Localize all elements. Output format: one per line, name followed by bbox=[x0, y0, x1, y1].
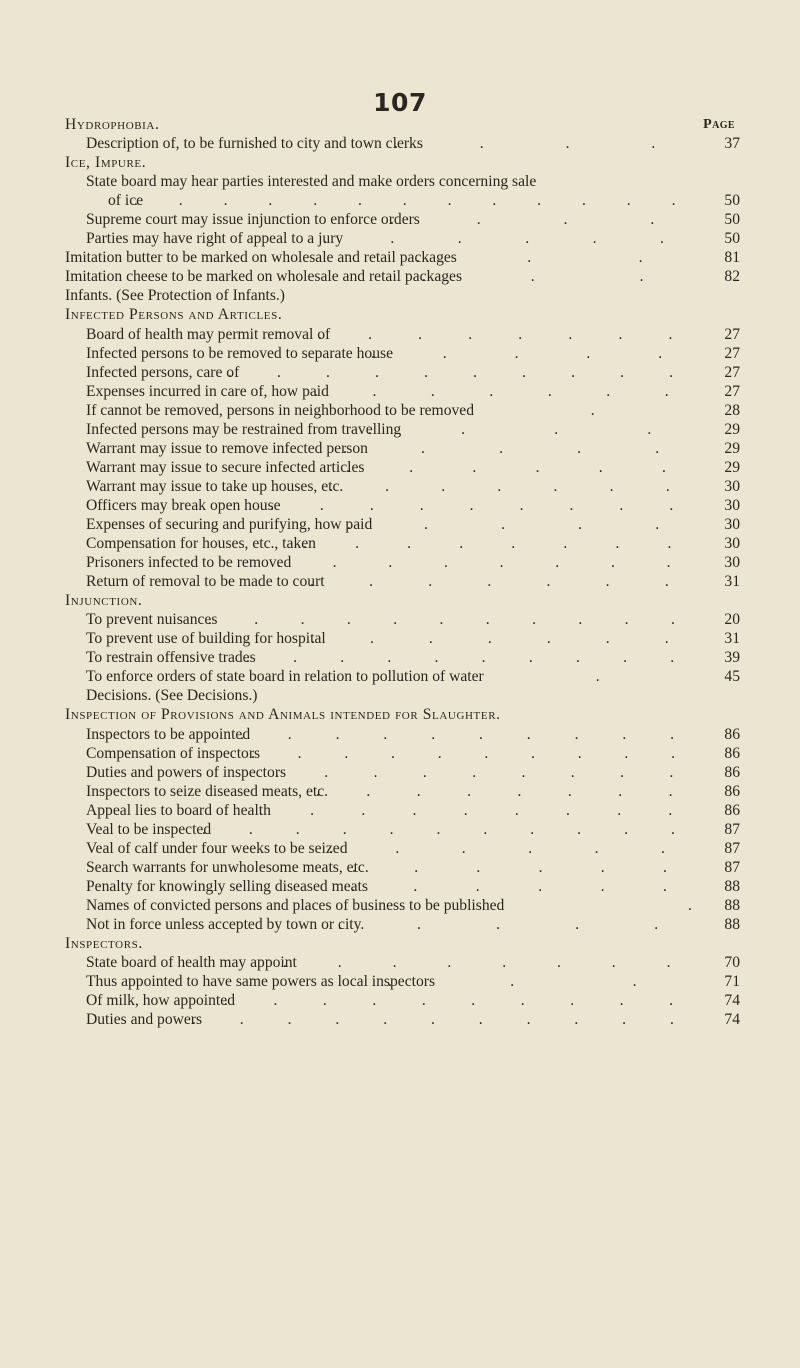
leader-dots: . . . . . . . . . . . . . bbox=[134, 192, 694, 210]
leader-dots: . . . . bbox=[368, 420, 694, 438]
leader-dots: . . . . . . . . bbox=[316, 782, 694, 800]
entry-text: Infected persons, care of bbox=[86, 363, 240, 381]
leader-dots: . . . . . . . . . bbox=[259, 801, 695, 819]
page-ref: 30 bbox=[724, 496, 740, 514]
entry-text: Veal of calf under four weeks to be seized bbox=[86, 839, 348, 857]
page-ref: 29 bbox=[724, 420, 740, 438]
entry-text: State board may hear parties interested and make orders concerning sale bbox=[86, 173, 537, 191]
leader-dots: . . . . . bbox=[338, 915, 694, 933]
entry-text: Warrant may issue to take up houses, etc. bbox=[86, 477, 344, 495]
page-ref: 45 bbox=[724, 668, 740, 686]
entry-text: Appeal lies to board of health bbox=[86, 801, 271, 819]
leader-dots: . . . bbox=[388, 973, 694, 991]
leader-dots: . . bbox=[400, 668, 694, 686]
page-ref: 50 bbox=[724, 230, 740, 248]
index-entry bbox=[0, 953, 800, 972]
entry-text: Compensation for houses, etc., taken bbox=[86, 535, 316, 553]
index-entry bbox=[0, 172, 800, 191]
page-number: 107 bbox=[373, 88, 427, 117]
index-entry bbox=[0, 553, 800, 572]
index-entry bbox=[0, 267, 800, 286]
index-heading bbox=[0, 153, 800, 172]
page-ref: 88 bbox=[724, 896, 740, 914]
entry-text: Names of convicted persons and places of business to be published bbox=[86, 896, 505, 914]
index-entry bbox=[0, 534, 800, 553]
leader-dots: . . . . . . . bbox=[311, 630, 695, 648]
page-ref: 74 bbox=[724, 1011, 740, 1029]
index-entry bbox=[0, 1010, 800, 1029]
index-entry bbox=[0, 972, 800, 991]
index-entry bbox=[0, 401, 800, 420]
index-entry bbox=[0, 915, 800, 934]
entry-text: To restrain offensive trades bbox=[86, 649, 256, 667]
entry-text: Infants. (See Protection of Infants.) bbox=[65, 287, 285, 305]
index-entry bbox=[0, 420, 800, 439]
entry-text: Hydrophobia. bbox=[65, 116, 160, 133]
entry-text: Ice, Impure. bbox=[65, 154, 147, 172]
leader-dots: . . . . . . . . bbox=[303, 535, 694, 553]
page-ref: 74 bbox=[724, 992, 740, 1010]
entry-text: If cannot be removed, persons in neighborhood to be removed bbox=[86, 401, 475, 419]
entry-text: Prisoners infected to be removed bbox=[86, 554, 292, 572]
entry-text: Expenses of securing and purifying, how paid bbox=[86, 515, 373, 533]
page-ref: 87 bbox=[724, 839, 740, 857]
entry-text: Warrant may issue to secure infected articles bbox=[86, 458, 365, 476]
page-ref: 81 bbox=[724, 249, 740, 267]
index-entry bbox=[0, 515, 800, 534]
entry-text: Board of health may permit removal of bbox=[86, 325, 331, 343]
page-ref: 27 bbox=[724, 363, 740, 381]
leader-dots: . . . . . . . . . . . bbox=[202, 820, 695, 838]
index-entry bbox=[0, 991, 800, 1010]
index-heading bbox=[0, 115, 800, 134]
index-entry bbox=[0, 477, 800, 496]
index-entry bbox=[0, 572, 800, 591]
index-entry bbox=[0, 325, 800, 344]
index-list bbox=[0, 115, 800, 1029]
leader-dots: . . . . . bbox=[347, 515, 694, 533]
leader-dots: . bbox=[688, 896, 692, 914]
page-ref: 87 bbox=[724, 858, 740, 876]
leader-dots: . . . . . . bbox=[346, 458, 694, 476]
index-entry bbox=[0, 439, 800, 458]
page-ref: 28 bbox=[724, 401, 740, 419]
page-ref: 20 bbox=[724, 611, 740, 629]
leader-dots: . . . . . . bbox=[352, 858, 695, 876]
leader-dots: . . . . . . . bbox=[310, 573, 695, 591]
leader-dots: . . . . . . . . bbox=[277, 554, 695, 572]
page-ref: 31 bbox=[724, 630, 740, 648]
entry-text: Thus appointed to have same powers as local inspectors bbox=[86, 973, 436, 991]
index-heading bbox=[0, 305, 800, 324]
page-ref: 30 bbox=[724, 554, 740, 572]
leader-dots: . . . . . . . . . . . bbox=[208, 611, 695, 629]
page-ref: 82 bbox=[724, 268, 740, 286]
entry-text: Imitation butter to be marked on wholesale and retail packages bbox=[65, 249, 457, 267]
index-entry bbox=[0, 229, 800, 248]
index-heading bbox=[0, 591, 800, 610]
page-ref: 86 bbox=[724, 763, 740, 781]
leader-dots: . . . . . . bbox=[351, 877, 695, 895]
page-ref: 86 bbox=[724, 801, 740, 819]
index-entry bbox=[0, 210, 800, 229]
page-ref: 39 bbox=[724, 649, 740, 667]
page-column-label: Page bbox=[703, 117, 735, 132]
page-ref: 71 bbox=[724, 973, 740, 991]
entry-text: Infected persons may be restrained from travelling bbox=[86, 420, 402, 438]
leader-dots: . . . . . . . . . bbox=[275, 763, 695, 781]
index-heading bbox=[0, 934, 800, 953]
index-entry bbox=[0, 820, 800, 839]
leader-dots: . . . bbox=[422, 268, 694, 286]
leader-dots: . . . . . . . . . . . bbox=[192, 1011, 694, 1029]
entry-text: Penalty for knowingly selling diseased meats bbox=[86, 877, 368, 895]
entry-text: To prevent nuisances bbox=[86, 611, 218, 629]
leader-dots: . . . . . . . bbox=[329, 477, 694, 495]
index-entry bbox=[0, 744, 800, 763]
entry-text: Inspectors to be appointed bbox=[86, 725, 251, 743]
leader-dots: . . . . . . . . . . bbox=[224, 992, 694, 1010]
leader-dots: . . . bbox=[416, 249, 695, 267]
entry-text: To prevent use of building for hospital bbox=[86, 630, 326, 648]
entry-text: Not in force unless accepted by town or city. bbox=[86, 915, 365, 933]
page-ref: 88 bbox=[724, 877, 740, 895]
entry-text: Inspection of Provisions and Animals intended for Slaughter. bbox=[65, 706, 501, 724]
page-ref: 30 bbox=[724, 477, 740, 495]
entry-text: Expenses incurred in care of, how paid bbox=[86, 382, 329, 400]
index-entry bbox=[0, 458, 800, 477]
index-entry bbox=[0, 191, 800, 210]
leader-dots: . . . . . . . . . . bbox=[228, 363, 694, 381]
entry-text: To enforce orders of state board in relation to pollution of water bbox=[86, 668, 484, 686]
entry-text: Search warrants for unwholesome meats, etc. bbox=[86, 858, 369, 876]
page-ref: 27 bbox=[724, 382, 740, 400]
page-ref: 70 bbox=[724, 954, 740, 972]
index-entry bbox=[0, 248, 800, 267]
entry-text: Compensation of inspectors bbox=[86, 744, 261, 762]
leader-dots: . . . . . . . . . bbox=[270, 496, 695, 514]
page-ref: 37 bbox=[724, 135, 740, 153]
page-ref: 50 bbox=[724, 211, 740, 229]
leader-dots: . . . . . . . . . . bbox=[246, 649, 694, 667]
leader-dots: . . . . . . bbox=[323, 230, 694, 248]
index-entry bbox=[0, 877, 800, 896]
entry-text: Supreme court may issue injunction to enforce orders bbox=[86, 211, 420, 229]
entry-text: Return of removal to be made to court bbox=[86, 573, 325, 591]
entry-text: Parties may have right of appeal to a jury bbox=[86, 230, 344, 248]
page-ref: 87 bbox=[724, 820, 740, 838]
entry-text: Decisions. (See Decisions.) bbox=[86, 687, 258, 705]
entry-text: Infected Persons and Articles. bbox=[65, 306, 283, 324]
page-ref: 86 bbox=[724, 744, 740, 762]
index-entry bbox=[0, 382, 800, 401]
entry-text: Officers may break open house bbox=[86, 496, 281, 514]
leader-dots: . . . . . . . bbox=[314, 382, 694, 400]
entry-text: Duties and powers bbox=[86, 1011, 203, 1029]
page-ref: 30 bbox=[724, 515, 740, 533]
leader-dots: . . . . . . . . bbox=[283, 954, 694, 972]
index-entry bbox=[0, 801, 800, 820]
entry-text: Imitation cheese to be marked on wholesale and retail packages bbox=[65, 268, 463, 286]
entry-text: Inspectors. bbox=[65, 935, 143, 953]
index-entry bbox=[0, 496, 800, 515]
index-entry bbox=[0, 286, 800, 305]
index-entry bbox=[0, 134, 800, 153]
entry-text: State board of health may appoint bbox=[86, 954, 297, 972]
index-entry bbox=[0, 839, 800, 858]
leader-dots: . . . . . . bbox=[329, 839, 695, 857]
leader-dots: . . . . . . . . . . bbox=[251, 744, 695, 762]
leader-dots: . . . . . . . . bbox=[318, 325, 694, 343]
index-entry bbox=[0, 686, 800, 705]
page-ref: 88 bbox=[724, 915, 740, 933]
entry-text: Veal to be inspected bbox=[86, 820, 212, 838]
index-entry bbox=[0, 610, 800, 629]
page-ref: 29 bbox=[724, 439, 740, 457]
entry-text: Warrant may issue to remove infected person bbox=[86, 439, 368, 457]
entry-text: Infected persons to be removed to separate house bbox=[86, 344, 393, 362]
page-ref: 31 bbox=[724, 573, 740, 591]
index-entry bbox=[0, 648, 800, 667]
leader-dots: . . . . . bbox=[343, 439, 695, 457]
index-entry bbox=[0, 363, 800, 382]
index-entry bbox=[0, 763, 800, 782]
index-heading bbox=[0, 705, 800, 724]
index-entry bbox=[0, 896, 800, 915]
leader-dots: . . . . . . . . . . bbox=[240, 725, 695, 743]
index-entry bbox=[0, 858, 800, 877]
entry-text: Injunction. bbox=[65, 592, 143, 610]
page-ref: 86 bbox=[724, 782, 740, 800]
page-ref: 30 bbox=[724, 535, 740, 553]
entry-text: Description of, to be furnished to city and town clerks bbox=[86, 135, 423, 153]
page-ref: 27 bbox=[724, 325, 740, 343]
entry-text: Inspectors to seize diseased meats, etc. bbox=[86, 782, 329, 800]
page-ref: 27 bbox=[724, 344, 740, 362]
page-ref: 50 bbox=[724, 192, 740, 210]
entry-text: Duties and powers of inspectors bbox=[86, 763, 287, 781]
index-entry bbox=[0, 782, 800, 801]
page-ref: 29 bbox=[724, 458, 740, 476]
leader-dots: . . . . bbox=[394, 135, 695, 153]
leader-dots: . . . . . bbox=[371, 344, 695, 362]
page-ref: 86 bbox=[724, 725, 740, 743]
index-entry bbox=[0, 629, 800, 648]
index-entry bbox=[0, 667, 800, 686]
leader-dots: . . . . bbox=[390, 211, 694, 229]
entry-text: Of milk, how appointed bbox=[86, 992, 235, 1010]
entry-text: of ice bbox=[108, 192, 144, 210]
index-entry bbox=[0, 725, 800, 744]
index-entry bbox=[0, 344, 800, 363]
leader-dots: . . bbox=[385, 401, 694, 419]
